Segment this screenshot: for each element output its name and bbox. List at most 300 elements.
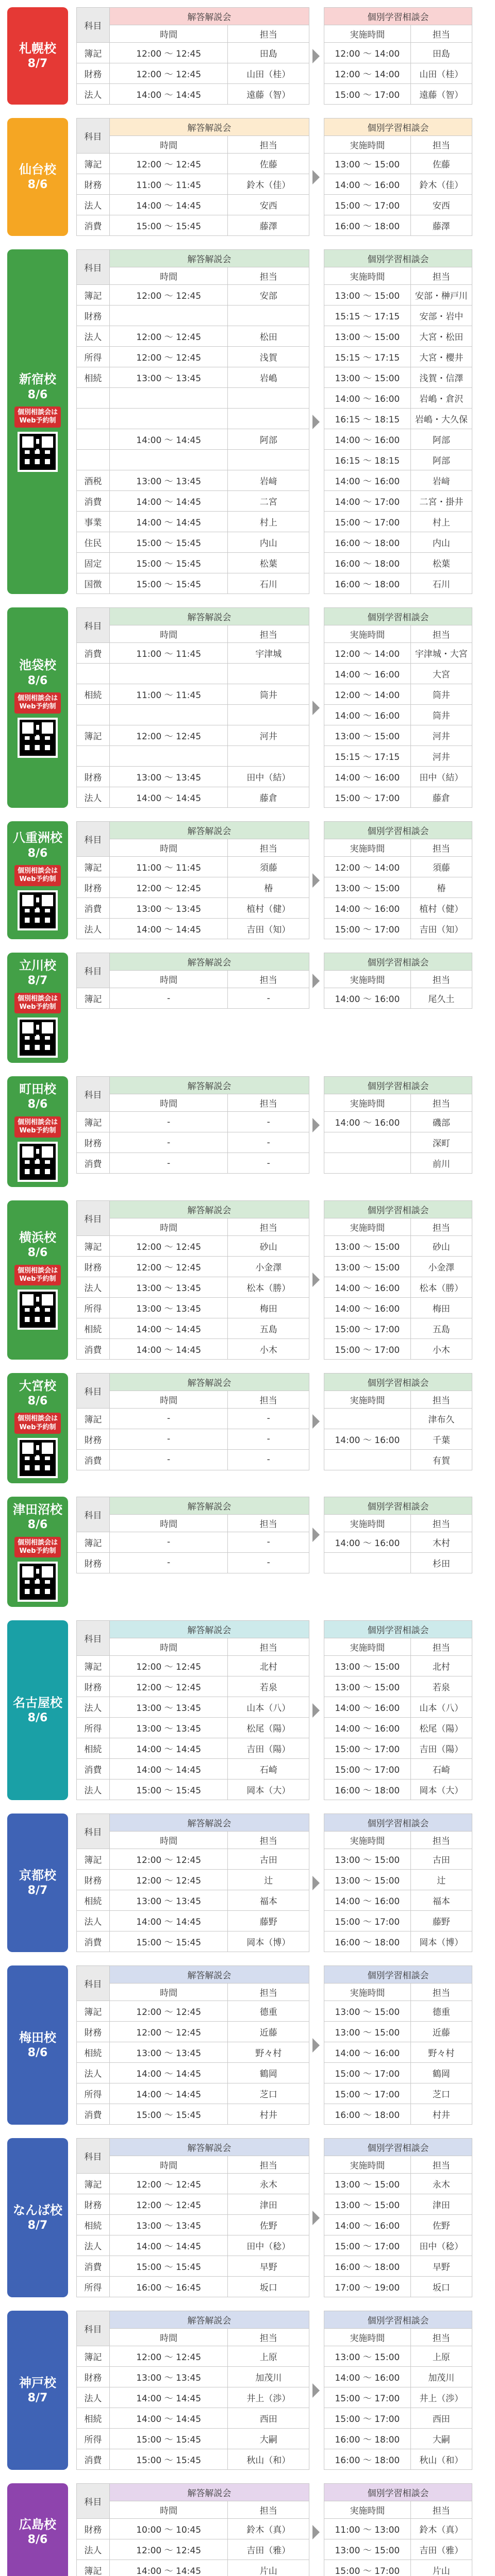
teacher-cell: 佐野 <box>228 2215 309 2235</box>
consult-session-table <box>324 607 472 808</box>
table-row <box>77 470 309 491</box>
table-row <box>324 2256 472 2277</box>
consult-teacher-cell: 田中（稔） <box>410 2235 472 2256</box>
teacher-cell: 北村 <box>228 1656 309 1676</box>
teacher-cell: 宇津城 <box>228 643 309 664</box>
table-header-row <box>324 8 472 25</box>
time-cell: 14:00 〜 14:45 <box>109 2408 228 2429</box>
time-cell: 14:00 〜 14:45 <box>109 429 228 450</box>
table-header-row <box>77 608 309 625</box>
subject-cell: 消費 <box>77 898 110 919</box>
schedule-tables <box>76 2311 488 2470</box>
consult-time-cell: 14:00 〜 16:00 <box>324 2367 411 2387</box>
subject-cell: 法人 <box>77 195 110 215</box>
school-date: 8/6 <box>27 2533 48 2546</box>
time-cell: 14:00 〜 14:45 <box>109 2387 228 2408</box>
consult-time-cell: 16:00 〜 18:00 <box>324 1780 411 1800</box>
teacher-cell <box>228 306 309 326</box>
table-row <box>324 2429 472 2449</box>
web-reservation-badge[interactable]: 個別相談会は Web予約制 <box>14 1537 61 1558</box>
consult-time-header: 実施時間 <box>324 1984 411 2001</box>
teacher-cell: - <box>228 1429 309 1449</box>
consult-teacher-header: 担当 <box>410 2501 472 2519</box>
subject-cell: 事業 <box>77 512 110 532</box>
teacher-header: 担当 <box>228 1218 309 1235</box>
answer-session-table <box>76 2483 309 2576</box>
subject-header: 科目 <box>77 118 110 154</box>
table-subheader-row <box>77 267 309 285</box>
subject-header: 科目 <box>77 822 110 857</box>
time-cell: 15:00 〜 15:45 <box>109 553 228 573</box>
consult-teacher-header: 担当 <box>410 839 472 857</box>
time-cell: - <box>109 1532 227 1552</box>
qr-pattern <box>20 1020 56 1056</box>
subject-cell: 所得 <box>77 2277 110 2297</box>
consult-time-cell: 15:15 〜 17:15 <box>324 347 411 367</box>
consult-session-table <box>324 1497 472 1573</box>
table-row <box>324 1429 472 1449</box>
answer-session-header: 解答解説会 <box>109 8 309 25</box>
subject-header: 科目 <box>77 250 110 285</box>
consult-teacher-cell: 吉田（陽） <box>410 1738 472 1759</box>
table-subheader-row <box>324 1514 472 1532</box>
time-cell: 15:00 〜 15:45 <box>109 2429 228 2449</box>
table-row <box>324 988 472 1009</box>
table-header-row <box>77 1077 309 1094</box>
time-cell: 12:00 〜 12:45 <box>109 2022 228 2042</box>
subject-cell: 国徴 <box>77 573 110 594</box>
web-reservation-badge[interactable]: 個別相談会は Web予約制 <box>14 1265 61 1286</box>
school-section <box>0 953 495 1063</box>
consult-teacher-cell: 大宮 <box>410 664 472 684</box>
teacher-cell: 若泉 <box>228 1676 309 1697</box>
school-section <box>0 2138 495 2297</box>
teacher-cell: 河井 <box>228 725 309 746</box>
answer-session-table <box>76 2311 309 2470</box>
teacher-cell: 田中（稔） <box>228 2235 309 2256</box>
qr-code-icon[interactable] <box>18 1438 58 1478</box>
time-cell: 14:00 〜 14:45 <box>109 919 228 939</box>
consult-time-header: 実施時間 <box>324 1218 411 1235</box>
consult-time-cell <box>324 1153 411 1174</box>
consult-teacher-header: 担当 <box>410 1832 472 1849</box>
teacher-cell: - <box>228 1112 309 1132</box>
school-name: 京都校 <box>19 1868 56 1883</box>
school-tag <box>7 1373 68 1483</box>
teacher-cell: 山田（桂） <box>228 63 309 84</box>
table-header-row <box>324 608 472 625</box>
consult-session-table <box>324 1965 472 2125</box>
table-header-row <box>324 1621 472 1638</box>
teacher-cell: 鈴木（真） <box>228 2519 309 2539</box>
school-section <box>0 1814 495 1952</box>
consult-session-header: 個別学習相談会 <box>324 2311 472 2329</box>
school-tag <box>7 2138 68 2297</box>
schedule-tables <box>76 1200 488 1360</box>
teacher-header: 担当 <box>228 839 309 857</box>
school-tag <box>7 1076 68 1187</box>
consult-time-cell: 14:00 〜 17:00 <box>324 491 411 512</box>
table-row <box>77 898 309 919</box>
subject-cell: 法人 <box>77 2235 110 2256</box>
time-header: 時間 <box>109 1984 228 2001</box>
school-name: 立川校 <box>19 958 56 973</box>
consult-teacher-cell: 須藤 <box>410 857 472 877</box>
arrow-icon <box>312 2525 320 2539</box>
answer-session-header: 解答解説会 <box>109 1966 309 1984</box>
table-row <box>77 1911 309 1931</box>
time-cell: 14:00 〜 14:45 <box>109 787 228 808</box>
table-subheader-row <box>324 1832 472 1849</box>
consult-time-cell: 14:00 〜 16:00 <box>324 1277 411 1297</box>
table-row <box>324 2235 472 2256</box>
consult-session-header: 個別学習相談会 <box>324 953 472 971</box>
subject-cell <box>77 388 110 409</box>
table-row <box>324 643 472 664</box>
teacher-cell: 福本 <box>228 1890 309 1911</box>
consult-time-cell: 14:00 〜 16:00 <box>324 1697 411 1718</box>
table-row <box>77 1759 309 1780</box>
qr-code-icon[interactable] <box>18 1018 58 1058</box>
table-row <box>324 1718 472 1738</box>
schedule-row <box>76 1200 488 1360</box>
teacher-cell: - <box>228 1408 309 1429</box>
consult-teacher-header: 担当 <box>410 1218 472 1235</box>
teacher-cell: 松本（勝） <box>228 1277 309 1297</box>
consult-time-cell: 12:00 〜 14:00 <box>324 43 411 63</box>
table-row <box>77 388 309 409</box>
consult-teacher-cell: 磯部 <box>410 1112 472 1132</box>
table-row <box>324 2083 472 2104</box>
schedule-row <box>76 2483 488 2576</box>
table-row <box>77 1277 309 1297</box>
consult-teacher-cell: 岩﨑 <box>410 470 472 491</box>
consult-teacher-header: 担当 <box>410 971 472 988</box>
subject-cell: 簿記 <box>77 1532 110 1552</box>
time-cell: 13:00 〜 13:45 <box>109 2367 228 2387</box>
qr-code-icon[interactable] <box>18 1562 58 1602</box>
consult-teacher-cell: 木村 <box>410 1532 472 1552</box>
teacher-cell: 永木 <box>228 2174 309 2194</box>
qr-code-icon[interactable] <box>18 432 58 472</box>
web-reservation-badge[interactable]: 個別相談会は Web予約制 <box>14 1116 61 1138</box>
consult-time-cell: 17:00 〜 19:00 <box>324 2277 411 2297</box>
subject-cell <box>77 409 110 429</box>
time-header: 時間 <box>109 1218 228 1235</box>
web-reservation-badge[interactable]: 個別相談会は Web予約制 <box>14 993 61 1014</box>
consult-session-table <box>324 1814 472 1952</box>
time-cell: 15:00 〜 15:45 <box>109 2256 228 2277</box>
table-row <box>77 367 309 388</box>
table-row <box>77 215 309 236</box>
consult-time-cell: 16:00 〜 18:00 <box>324 2256 411 2277</box>
teacher-cell: 藤倉 <box>228 787 309 808</box>
table-row <box>324 195 472 215</box>
table-row <box>324 450 472 470</box>
consult-teacher-cell: 千葉 <box>410 1429 472 1449</box>
subject-header: 科目 <box>77 1621 110 1656</box>
consult-time-cell: 16:00 〜 18:00 <box>324 553 411 573</box>
table-row <box>324 63 472 84</box>
answer-session-header: 解答解説会 <box>109 1200 309 1218</box>
subject-cell: 相続 <box>77 1890 110 1911</box>
subject-cell: 相続 <box>77 2042 110 2063</box>
web-reservation-badge[interactable]: 個別相談会は Web予約制 <box>14 865 61 886</box>
table-row <box>77 2104 309 2125</box>
schedule-tables <box>76 1497 488 1607</box>
teacher-cell: - <box>228 1153 309 1174</box>
schedule-tables <box>76 821 488 939</box>
consult-teacher-cell: 前川 <box>410 1153 472 1174</box>
school-name: 大宮校 <box>19 1378 56 1393</box>
qr-code-icon[interactable] <box>18 1290 58 1330</box>
subject-cell <box>77 664 110 684</box>
school-tag <box>7 821 68 939</box>
subject-cell: 簿記 <box>77 285 110 306</box>
subject-cell: 財務 <box>77 767 110 787</box>
table-row <box>324 215 472 236</box>
table-row <box>324 1256 472 1277</box>
teacher-header: 担当 <box>228 25 309 43</box>
schedule-tables <box>76 249 488 594</box>
consult-time-cell: 15:00 〜 17:00 <box>324 2387 411 2408</box>
subject-cell: 財務 <box>77 63 110 84</box>
table-row <box>324 2194 472 2215</box>
table-subheader-row <box>324 625 472 643</box>
consult-teacher-cell: 佐野 <box>410 2215 472 2235</box>
time-cell: - <box>109 1408 227 1429</box>
school-date: 8/6 <box>27 1394 48 1408</box>
school-name: 町田校 <box>19 1082 56 1097</box>
consult-teacher-cell: 岩嶋・倉沢 <box>410 388 472 409</box>
time-cell: 16:00 〜 16:45 <box>109 2277 228 2297</box>
table-row <box>324 2449 472 2470</box>
time-cell: 15:00 〜 15:45 <box>109 2104 228 2125</box>
consult-time-cell: 14:00 〜 16:00 <box>324 1112 411 1132</box>
consult-time-cell: 14:00 〜 16:00 <box>324 1429 411 1449</box>
time-cell <box>109 705 228 725</box>
school-name: 横浜校 <box>19 1230 56 1245</box>
consult-time-cell: 13:00 〜 15:00 <box>324 285 411 306</box>
consult-session-table <box>324 7 472 105</box>
schedule-row <box>76 1497 488 1573</box>
consult-time-header: 実施時間 <box>324 1832 411 1849</box>
school-section <box>0 1373 495 1483</box>
school-section <box>0 1965 495 2125</box>
time-cell: 10:00 〜 10:45 <box>109 2519 228 2539</box>
consult-teacher-cell: 石崎 <box>410 1759 472 1780</box>
time-cell: 11:00 〜 11:45 <box>109 684 228 705</box>
table-row <box>77 1408 309 1429</box>
consult-session-table <box>324 2311 472 2470</box>
school-name: 札幌校 <box>19 41 56 56</box>
teacher-cell: 鶴岡 <box>228 2063 309 2083</box>
consult-time-cell: 13:00 〜 15:00 <box>324 2194 411 2215</box>
teacher-cell: 佐藤 <box>228 154 309 174</box>
teacher-cell: - <box>228 1552 309 1573</box>
schedule-tables <box>76 607 488 808</box>
answer-session-table <box>76 953 309 1009</box>
consult-time-cell: 13:00 〜 15:00 <box>324 2539 411 2560</box>
consult-teacher-cell: 杉田 <box>410 1552 472 1573</box>
time-cell: - <box>109 1153 227 1174</box>
table-row <box>324 43 472 63</box>
consult-session-table <box>324 1373 472 1470</box>
subject-cell <box>77 450 110 470</box>
consult-teacher-header: 担当 <box>410 1094 472 1112</box>
table-row <box>77 409 309 429</box>
answer-session-table <box>76 1497 309 1573</box>
schedule-row <box>76 607 488 808</box>
qr-code-icon[interactable] <box>18 890 58 930</box>
time-cell: 13:00 〜 13:45 <box>109 470 228 491</box>
table-row <box>77 1429 309 1449</box>
schedule-row <box>76 1814 488 1952</box>
table-row <box>77 1297 309 1318</box>
school-name: 名古屋校 <box>13 1695 62 1710</box>
consult-time-cell: 16:00 〜 18:00 <box>324 573 411 594</box>
time-cell <box>109 746 228 767</box>
qr-code-icon[interactable] <box>18 718 58 758</box>
table-row <box>77 1780 309 1800</box>
table-row <box>324 491 472 512</box>
teacher-cell: 五島 <box>228 1318 309 1338</box>
teacher-cell: 坂口 <box>228 2277 309 2297</box>
school-date: 8/6 <box>27 1518 48 1532</box>
consult-teacher-cell: 尾久土 <box>410 988 472 1009</box>
table-subheader-row <box>324 2156 472 2174</box>
table-subheader-row <box>324 1094 472 1112</box>
consult-teacher-cell: 植村（健） <box>410 898 472 919</box>
time-cell <box>109 450 228 470</box>
table-subheader-row <box>324 1984 472 2001</box>
table-row <box>324 2519 472 2539</box>
consult-teacher-cell: 北村 <box>410 1656 472 1676</box>
time-cell: 12:00 〜 12:45 <box>109 2174 228 2194</box>
teacher-cell: 小木 <box>228 1338 309 1359</box>
consult-teacher-cell: 古田 <box>410 1849 472 1870</box>
consult-teacher-header: 担当 <box>410 2156 472 2174</box>
consult-teacher-cell: 藤野 <box>410 1911 472 1931</box>
table-header-row <box>324 2311 472 2329</box>
consult-teacher-cell: 井上（渉） <box>410 2387 472 2408</box>
subject-cell: 法人 <box>77 1911 110 1931</box>
subject-cell: 財務 <box>77 174 110 195</box>
consult-teacher-cell: 内山 <box>410 532 472 553</box>
table-row <box>324 1532 472 1552</box>
school-name: 神戸校 <box>19 2375 56 2390</box>
arrow-icon <box>312 974 320 988</box>
qr-code-icon[interactable] <box>18 1142 58 1182</box>
time-cell: 14:00 〜 14:45 <box>109 2560 228 2576</box>
time-cell: 12:00 〜 12:45 <box>109 2346 228 2367</box>
subject-cell: 法人 <box>77 787 110 808</box>
time-header: 時間 <box>109 267 228 285</box>
subject-cell: 財務 <box>77 2194 110 2215</box>
qr-pattern <box>20 1564 56 1600</box>
consult-session-header: 個別学習相談会 <box>324 1814 472 1832</box>
time-cell: 13:00 〜 13:45 <box>109 1277 228 1297</box>
time-cell: 12:00 〜 12:45 <box>109 1256 228 1277</box>
subject-cell: 消費 <box>77 1338 110 1359</box>
consult-session-header: 個別学習相談会 <box>324 1966 472 1984</box>
table-row <box>77 1849 309 1870</box>
school-name: 仙台校 <box>19 162 56 177</box>
table-row <box>324 2539 472 2560</box>
table-row <box>324 174 472 195</box>
answer-session-header: 解答解説会 <box>109 1497 309 1514</box>
consult-teacher-cell: 河井 <box>410 725 472 746</box>
answer-session-header: 解答解説会 <box>109 953 309 971</box>
time-cell: 12:00 〜 12:45 <box>109 285 228 306</box>
school-date: 8/6 <box>27 1711 48 1724</box>
consult-time-cell <box>324 1449 411 1470</box>
schedule-tables <box>76 1814 488 1952</box>
teacher-cell: 松田 <box>228 326 309 347</box>
teacher-cell: 遠藤（智） <box>228 84 309 105</box>
subject-cell: 法人 <box>77 1277 110 1297</box>
consult-time-cell: 15:00 〜 17:00 <box>324 1911 411 1931</box>
web-reservation-badge[interactable]: 個別相談会は Web予約制 <box>14 1413 61 1434</box>
table-row <box>324 1449 472 1470</box>
consult-time-cell: 15:00 〜 17:00 <box>324 2408 411 2429</box>
consult-teacher-cell: 村井 <box>410 2104 472 2125</box>
schedule-row <box>76 1620 488 1800</box>
table-row <box>324 2387 472 2408</box>
consult-teacher-cell: 二宮・掛井 <box>410 491 472 512</box>
schedule-row <box>76 953 488 1009</box>
time-cell: 14:00 〜 14:45 <box>109 512 228 532</box>
answer-session-table <box>76 249 309 594</box>
table-row <box>77 877 309 898</box>
time-cell: 14:00 〜 14:45 <box>109 1338 228 1359</box>
table-subheader-row <box>77 2501 309 2519</box>
table-header-row <box>324 953 472 971</box>
arrow-icon <box>312 415 320 429</box>
table-header-row <box>77 8 309 25</box>
web-reservation-badge[interactable]: 個別相談会は Web予約制 <box>14 406 61 428</box>
teacher-cell: 藤澤 <box>228 215 309 236</box>
consult-teacher-cell: 野々村 <box>410 2042 472 2063</box>
consult-session-header: 個別学習相談会 <box>324 2484 472 2501</box>
subject-cell: 法人 <box>77 1697 110 1718</box>
table-row <box>77 2215 309 2235</box>
consult-time-cell: 13:00 〜 15:00 <box>324 154 411 174</box>
consult-time-cell: 15:00 〜 17:00 <box>324 1338 411 1359</box>
subject-cell: 所得 <box>77 1718 110 1738</box>
web-reservation-badge[interactable]: 個別相談会は Web予約制 <box>14 692 61 714</box>
teacher-cell: - <box>228 1449 309 1470</box>
teacher-header: 担当 <box>228 1638 309 1656</box>
consult-teacher-cell: 村上 <box>410 512 472 532</box>
consult-teacher-cell: 藤倉 <box>410 787 472 808</box>
school-name: なんば校 <box>13 2202 62 2217</box>
subject-cell: 消費 <box>77 643 110 664</box>
time-cell: 12:00 〜 12:45 <box>109 2001 228 2022</box>
table-row <box>324 705 472 725</box>
table-row <box>77 643 309 664</box>
table-row <box>324 2001 472 2022</box>
table-row <box>324 1235 472 1256</box>
consult-session-header: 個別学習相談会 <box>324 1373 472 1391</box>
subject-cell: 財務 <box>77 1870 110 1890</box>
schedule-row <box>76 249 488 594</box>
school-date: 8/6 <box>27 846 48 860</box>
consult-teacher-cell: 若泉 <box>410 1676 472 1697</box>
time-cell: 12:00 〜 12:45 <box>109 63 228 84</box>
subject-cell: 相続 <box>77 2215 110 2235</box>
time-header: 時間 <box>109 1094 227 1112</box>
